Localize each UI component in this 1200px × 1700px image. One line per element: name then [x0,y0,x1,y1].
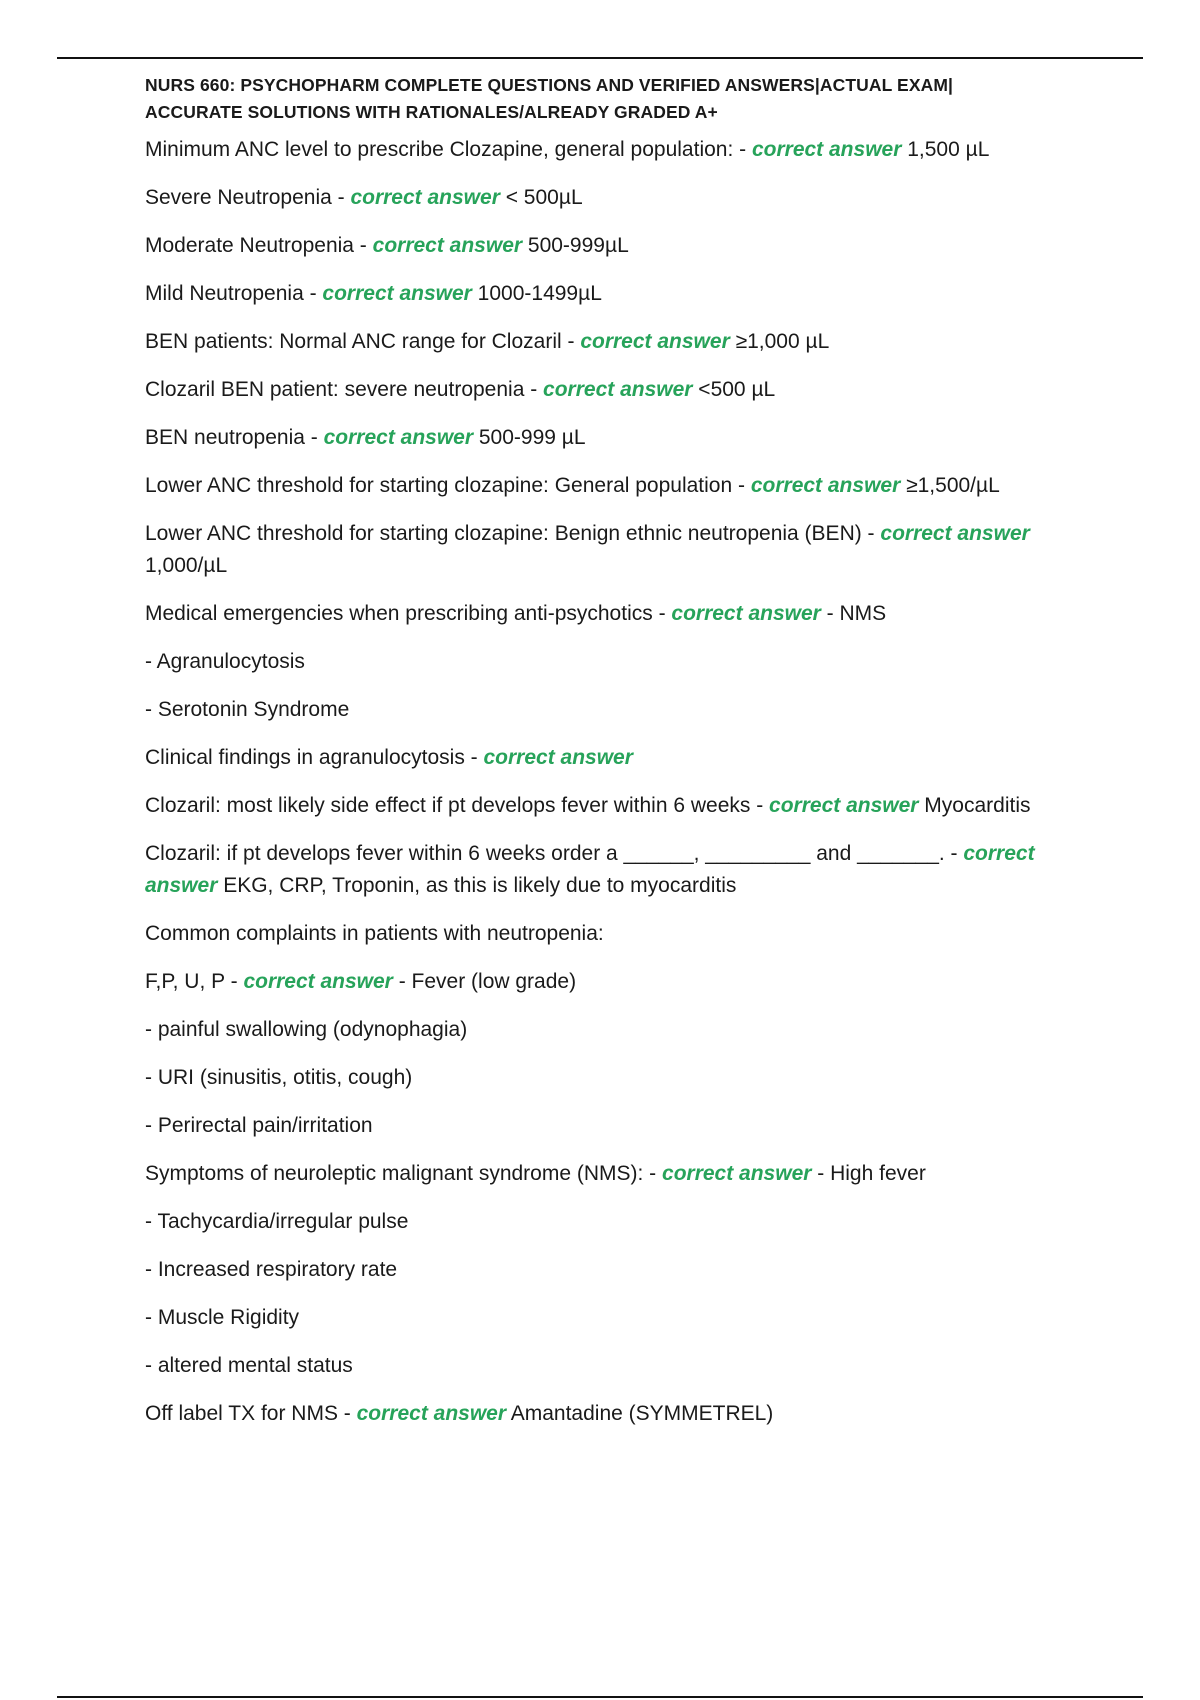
question-text: Lower ANC threshold for starting clozapine: General population - [145,474,751,497]
answer-text: 500-999µL [522,234,629,257]
correct-answer-label: correct answer [769,794,919,817]
correct-answer-label: correct answer [671,602,821,625]
list-item: - Agranulocytosis [145,650,305,673]
question-text: Severe Neutropenia - [145,186,351,209]
qa-item [145,1158,1085,1190]
question-text: Clozaril BEN patient: severe neutropenia - [145,378,544,401]
correct-answer-label: correct answer [580,330,730,353]
question-text: Clozaril: if pt develops fever within 6 weeks order a ______, _________ and _______. - [145,842,964,865]
title-line-2: ACCURATE SOLUTIONS WITH RATIONALES/ALREADY GRADED A+ [145,102,718,122]
question-text: Medical emergencies when prescribing anti-psychotics - [145,602,672,625]
qa-item [145,1398,1085,1430]
list-item: Common complaints in patients with neutropenia: [145,922,604,945]
question-text: Symptoms of neuroleptic malignant syndrome (NMS): - [145,1162,663,1185]
correct-answer-label: correct answer [356,1402,507,1425]
question-text: BEN neutropenia - [145,426,324,449]
answer-text: ≥1,500/µL [900,474,1000,497]
answer-text: - NMS [820,602,887,625]
correct-answer-label: correct answer [662,1162,812,1185]
answer-text: < 500µL [499,186,583,209]
question-text: BEN patients: Normal ANC range for Clozaril - [145,330,581,353]
list-item: - URI (sinusitis, otitis, cough) [145,1066,413,1089]
qa-item [145,966,1085,998]
qa-item [145,742,1085,774]
answer-text: - Fever (low grade) [392,970,577,993]
question-text: Moderate Neutropenia - [145,234,373,257]
question-text: Lower ANC threshold for starting clozapine: Benign ethnic neutropenia (BEN) - [145,522,881,545]
document-body [145,72,1085,1446]
qa-item [145,838,1085,902]
list-item: - painful swallowing (odynophagia) [145,1018,468,1041]
qa-item [145,598,1085,630]
qa-item [145,230,1085,262]
question-text: Clozaril: most likely side effect if pt develops fever within 6 weeks - [145,794,770,817]
answer-text: <500 µL [692,378,776,401]
question-text: Off label TX for NMS - [145,1402,357,1425]
question-text: Minimum ANC level to prescribe Clozapine, general population: - [145,138,752,161]
answer-text: ≥1,000 µL [729,330,830,353]
correct-answer-label: correct answer [751,138,902,161]
qa-item [145,182,1085,214]
list-item: - Muscle Rigidity [145,1306,300,1329]
top-rule [57,57,1143,59]
qa-item [145,518,1085,582]
correct-answer-label: correct [963,842,1035,865]
answer-text: 500-999 µL [473,426,586,449]
title-line-1: NURS 660: PSYCHOPHARM COMPLETE QUESTIONS AND VERIFIED ANSWERS|ACTUAL EXAM| [145,75,954,95]
qa-item [145,374,1085,406]
correct-answer-label: correct answer [750,474,901,497]
answer-text: - High fever [811,1162,926,1185]
list-item: - Increased respiratory rate [145,1258,398,1281]
qa-item [145,134,1085,166]
qa-item [145,278,1085,310]
answer-text: Amantadine (SYMMETREL) [506,1402,774,1425]
qa-item [145,470,1085,502]
question-text: Clinical findings in agranulocytosis - [145,746,484,769]
correct-answer-label: answer [145,874,218,897]
list-item: - Perirectal pain/irritation [145,1114,373,1137]
list-item: - altered mental status [145,1354,353,1377]
answer-text: EKG, CRP, Troponin, as this is likely due to myocarditis [217,874,737,897]
list-item: - Serotonin Syndrome [145,698,350,721]
correct-answer-label: correct answer [543,378,693,401]
answer-text: 1,500 µL [901,138,990,161]
correct-answer-label: correct answer [323,426,474,449]
answer-text: 1,000/µL [145,554,228,577]
qa-item [145,790,1085,822]
question-text: F,P, U, P - [145,970,244,993]
correct-answer-label: correct answer [350,186,500,209]
bottom-rule [57,1696,1143,1698]
list-item: - Tachycardia/irregular pulse [145,1210,409,1233]
correct-answer-label: correct answer [483,746,633,769]
correct-answer-label: correct answer [372,234,523,257]
question-text: Mild Neutropenia - [145,282,323,305]
answer-text: Myocarditis [918,794,1031,817]
correct-answer-label: correct answer [322,282,472,305]
correct-answer-label: correct answer [243,970,393,993]
qa-item [145,326,1085,358]
document-title [145,72,1085,126]
correct-answer-label: correct answer [880,522,1030,545]
qa-item [145,422,1085,454]
answer-text: 1000-1499µL [471,282,602,305]
